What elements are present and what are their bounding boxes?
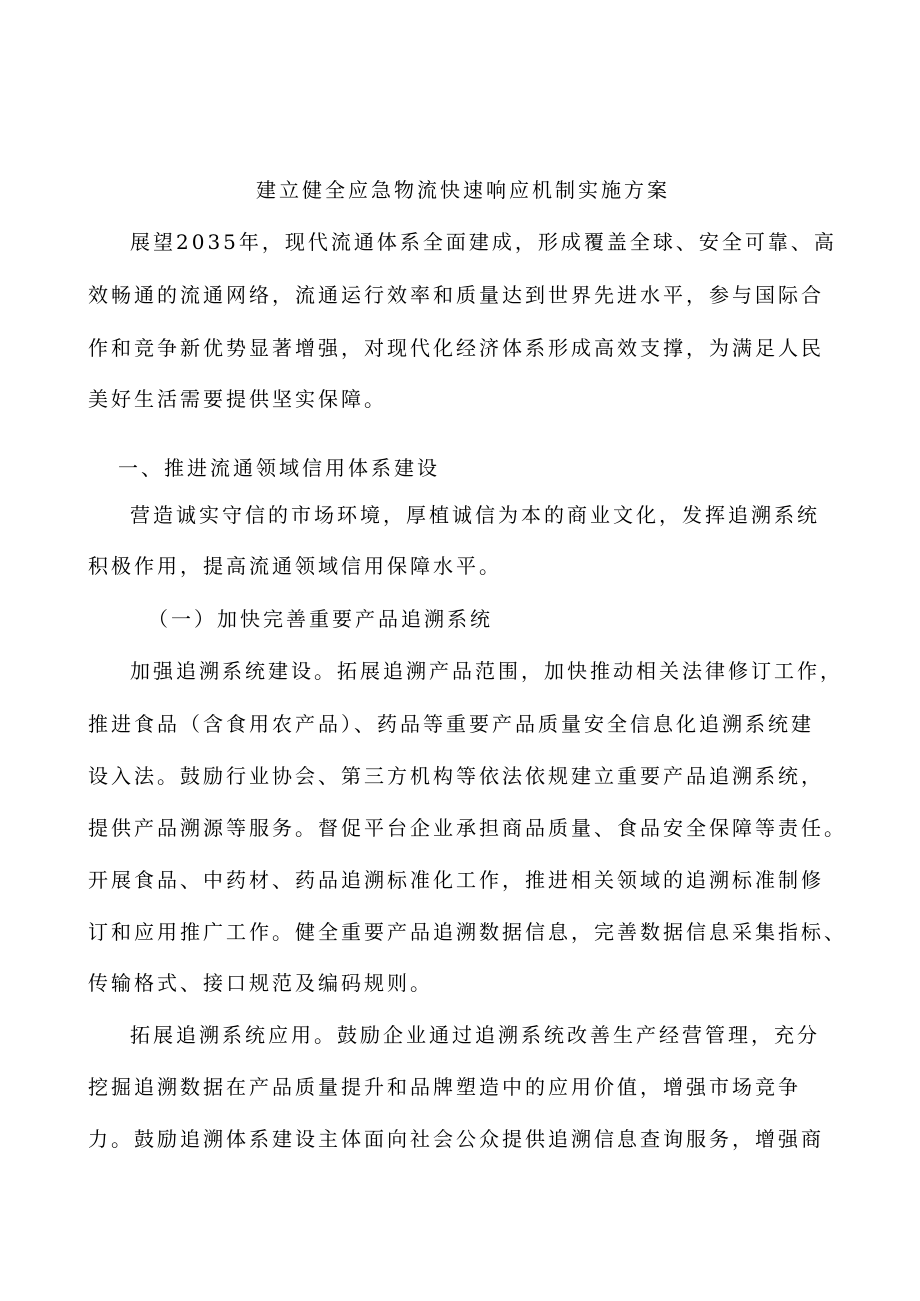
paragraph-line: 力。鼓励追溯体系建设主体面向社会公众提供追溯信息查询服务，增强商 <box>88 1127 824 1151</box>
paragraph-line: 挖掘追溯数据在产品质量提升和品牌塑造中的应用价值，增强市场竞争 <box>88 1075 801 1099</box>
paragraph-line: 积极作用，提高流通领域信用保障水平。 <box>88 554 502 578</box>
paragraph-line: 拓展追溯系统应用。鼓励企业通过追溯系统改善生产经营管理，充分 <box>130 1023 820 1047</box>
paragraph-line: 设入法。鼓励行业协会、第三方机构等依法依规建立重要产品追溯系统， <box>88 764 824 788</box>
paragraph-line: 美好生活需要提供坚实保障。 <box>88 387 387 411</box>
section-heading: 一、推进流通领域信用体系建设 <box>118 456 440 480</box>
document-title: 建立健全应急物流快速响应机制实施方案 <box>256 178 670 202</box>
paragraph-line: 传输格式、接口规范及编码规则。 <box>88 971 433 995</box>
paragraph-line: 订和应用推广工作。健全重要产品追溯数据信息，完善数据信息采集指标、 <box>88 920 847 944</box>
paragraph-line: 营造诚实守信的市场环境，厚植诚信为本的商业文化，发挥追溯系统 <box>130 503 820 527</box>
paragraph-line: 提供产品溯源等服务。督促平台企业承担商品质量、食品安全保障等责任。 <box>88 816 847 840</box>
paragraph-line: 展望2035年，现代流通体系全面建成，形成覆盖全球、安全可靠、高 <box>130 230 837 254</box>
paragraph-line: 开展食品、中药材、药品追溯标准化工作，推进相关领域的追溯标准制修 <box>88 868 824 892</box>
paragraph-line: 效畅通的流通网络，流通运行效率和质量达到世界先进水平，参与国际合 <box>88 283 824 307</box>
paragraph-line: 推进食品（含食用农产品）、药品等重要产品质量安全信息化追溯系统建 <box>88 712 814 736</box>
subsection-heading: （一）加快完善重要产品追溯系统 <box>148 607 493 631</box>
paragraph-line: 加强追溯系统建设。拓展追溯产品范围，加快推动相关法律修订工作， <box>130 659 843 683</box>
paragraph-line: 作和竞争新优势显著增强，对现代化经济体系形成高效支撑，为满足人民 <box>88 336 824 360</box>
